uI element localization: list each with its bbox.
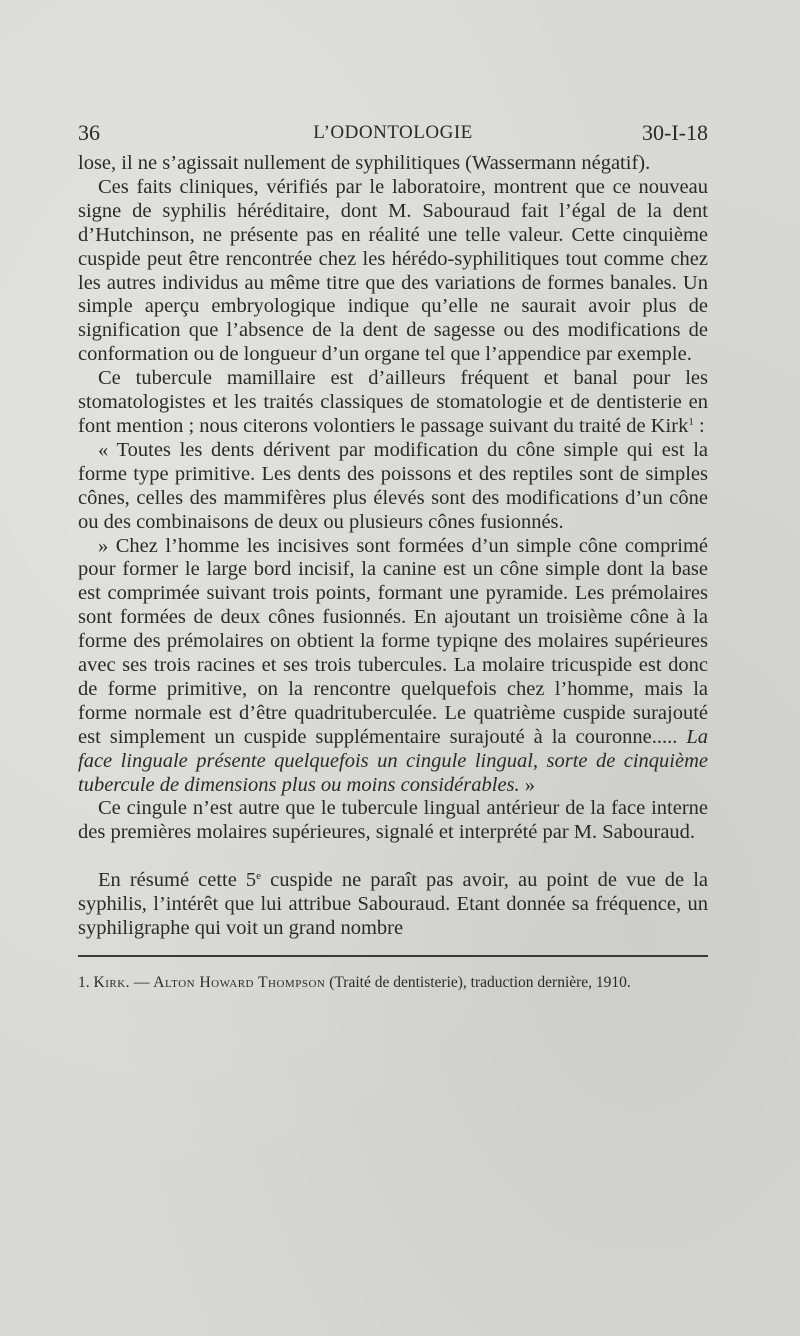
superscript: e bbox=[256, 870, 262, 883]
body-text bbox=[78, 152, 708, 941]
paragraph bbox=[78, 869, 708, 941]
paragraph-text: En résumé cette 5 bbox=[98, 869, 257, 892]
footnote bbox=[78, 973, 708, 992]
footnote-dash: — bbox=[133, 974, 150, 991]
footnote-rule bbox=[78, 955, 708, 957]
footnote-author-full: Alton Howard Thompson bbox=[153, 974, 326, 991]
paragraph bbox=[78, 152, 708, 176]
paragraph-text: Ce cingule n’est autre que le tubercule lingual antérieur de la face interne des premières molaires supérieures, signalé et interprété par M. Sabouraud. bbox=[78, 797, 708, 844]
paragraph-text: » bbox=[519, 773, 536, 796]
page bbox=[78, 112, 708, 992]
paragraph-text: Ce tubercule mamillaire est d’ailleurs fréquent et banal pour les stomatologistes et les traités classiques de stomatologie et de dentisterie en font mention ; nous citerons volontiers le passage suivant du traité de Kirk bbox=[78, 367, 708, 437]
paragraph bbox=[78, 176, 708, 367]
paragraph-text: lose, il ne s’agissait nullement de syphilitiques (Wassermann négatif). bbox=[78, 152, 651, 174]
page-number: 36 bbox=[78, 120, 100, 145]
italic-quote: La face linguale présente quelquefois un cingule lingual, sorte de cinquième tubercule de dimensions plus ou moins considérables. bbox=[78, 725, 708, 796]
paragraph-text: : bbox=[693, 414, 705, 437]
superscript: 1 bbox=[688, 415, 694, 428]
issue-date: 30-I-18 bbox=[642, 120, 708, 145]
footnote-number: 1. bbox=[78, 974, 90, 991]
journal-title: L’ODONTOLOGIE bbox=[313, 122, 473, 143]
paragraph bbox=[78, 797, 708, 845]
paragraph bbox=[78, 439, 708, 535]
running-header bbox=[78, 112, 708, 152]
paragraph-text: Ces faits cliniques, vérifiés par le laboratoire, montrent que ce nouveau signe de syphilis héréditaire, dont M. Sabouraud fait l’égal de la dent d’Hutchinson, ne présente pas en réalité une telle valeur. Cette cinquième cuspide peut être rencontrée chez les hérédo-syphilitiques tout comme chez les autres individus au même titre que des variations de formes banales. Un simple aperçu embryologique indique qu’elle ne saurait avoir plus de signification que l’absence de la dent de sagesse ou des modifications de conformation ou de longueur d’un organe tel que l’appendice par exemple. bbox=[78, 175, 708, 366]
paragraph-text: « Toutes les dents dérivent par modification du cône simple qui est la forme type primitive. Les dents des poissons et des reptiles sont de simples cônes, celles des mammifères plus élevés sont des modifications d’un cône ou des combinaisons de deux ou plusieurs cônes fusionnés. bbox=[78, 438, 708, 533]
paragraph bbox=[78, 367, 708, 439]
paragraph-text: » Chez l’homme les incisives sont formées d’un simple cône comprimé pour former le large bord incisif, la canine est un cône simple dont la base est comprimée suivant trois points, formant une pyramide. Les prémolaires sont formées de deux cônes fusionnés. En ajoutant un troisième cône à la forme des prémolaires on obtient la forme typiqne des molaires supérieures avec ses trois racines et ses trois tubercules. La molaire tricuspide est donc de forme primitive, on la rencontre quelquefois chez l’homme, mais la forme normale est d’être quadrituberculée. Le quatrième cuspide surajouté est simplement un cuspide supplémentaire surajouté à la couronne..... bbox=[78, 534, 708, 748]
footnote-author-short: Kirk. bbox=[93, 974, 131, 991]
paragraph bbox=[78, 535, 708, 798]
footnote-text: (Traité de dentisterie), traduction dernière, 1910. bbox=[329, 974, 631, 991]
paragraph-text: cuspide ne paraît pas avoir, au point de vue de la syphilis, l’intérêt que lui attribue Sabouraud. Etant donnée sa fréquence, un syphiligraphe qui voit un grand nombre bbox=[78, 869, 708, 940]
